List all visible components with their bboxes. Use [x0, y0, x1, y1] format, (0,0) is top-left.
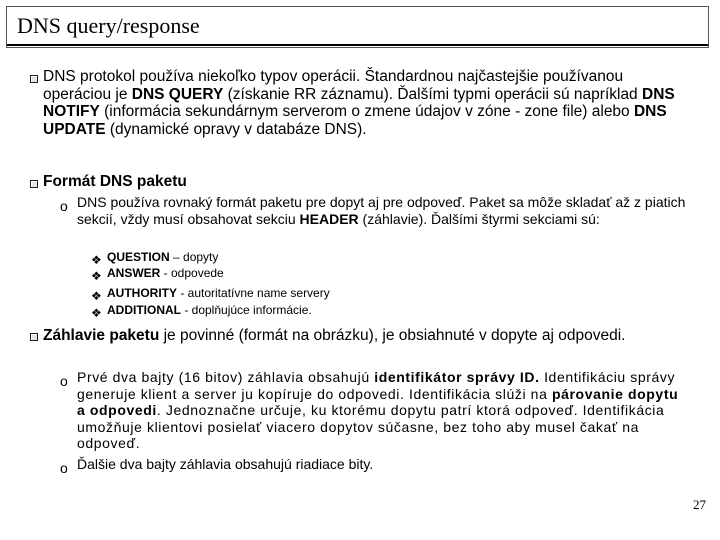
text-run-bold: Formát DNS paketu — [43, 173, 187, 190]
bullet-1-text — [43, 68, 688, 138]
text-run: DNS používa rovnaký formát paketu pre dopyt aj pre odpoveď. Paket sa môže skladať až z piatich sekcií, vždy musí obsahovat sekciu — [77, 194, 686, 227]
bullet-2-text — [43, 173, 688, 191]
square-bullet-icon — [30, 75, 38, 83]
text-run: - autoritatívne name servery — [177, 286, 330, 300]
title-underline — [7, 44, 708, 46]
text-run-bold: DNS NOTIFY — [43, 85, 675, 120]
section-item-question — [107, 250, 667, 266]
text-run: – dopyty — [169, 250, 219, 264]
diamond-bullet-icon: ❖ — [91, 306, 102, 320]
bullet-3-text — [43, 327, 683, 345]
text-run: - doplňujúce informácie. — [181, 303, 312, 317]
text-run: . Jednoznačne určuje, ku ktorému dopytu patrí ktorá odpoveď. Identifikácia umožňuje klientovi posielať viacero dopytov súčasne, bez toho aby musel čakať na odpoveď. — [77, 402, 665, 451]
text-run-bold: párovanie dopytu a odpovedi — [77, 385, 679, 418]
bullet-3-sub-2-text — [77, 456, 689, 473]
bullet-2-sub-1-text — [77, 194, 692, 227]
text-run: Ďalšie dva bajty záhlavia obsahujú riadiace bity. — [77, 456, 374, 472]
text-run-bold: Záhlavie paketu — [43, 327, 160, 344]
circle-bullet-icon: o — [60, 373, 68, 389]
section-item-authority — [107, 286, 667, 302]
text-run-bold: QUESTION — [107, 250, 170, 264]
diamond-bullet-icon: ❖ — [91, 253, 102, 267]
text-run-bold: ADDITIONAL — [107, 303, 181, 317]
text-run: DNS protokol používa niekoľko typov operácii. Štandardnou najčastejšie používanou operáciou je — [43, 68, 624, 103]
slide-title-box — [6, 6, 709, 48]
text-run: (informácia sekundárnym serverom o zmene údajov v zóne - zone file) alebo — [99, 103, 634, 120]
section-item-answer — [107, 266, 667, 282]
circle-bullet-icon: o — [60, 460, 68, 476]
page-number: 27 — [693, 497, 706, 512]
section-item-additional — [107, 303, 667, 319]
text-run-bold: HEADER — [299, 210, 359, 227]
text-run: je povinné (formát na obrázku), je obsiahnuté v dopyte aj odpovedi. — [159, 327, 626, 344]
diamond-bullet-icon: ❖ — [91, 289, 102, 303]
text-run: (získanie RR záznamu). Ďalšími typmi operácii sú napríklad — [223, 85, 642, 103]
text-run: (dynamické opravy v databáze DNS). — [105, 120, 367, 138]
bullet-3-sub-1-text — [77, 369, 689, 452]
square-bullet-icon — [30, 333, 38, 341]
square-bullet-icon — [30, 180, 38, 188]
text-run-bold: AUTHORITY — [107, 286, 177, 300]
text-run-bold: identifikátor správy ID. — [374, 369, 540, 385]
text-run: Prvé dva bajty (16 bitov) záhlavia obsahujú — [77, 369, 375, 385]
slide-title: DNS query/response — [17, 13, 200, 38]
diamond-bullet-icon: ❖ — [91, 269, 102, 283]
circle-bullet-icon: o — [60, 198, 68, 214]
text-run-bold: DNS UPDATE — [43, 103, 667, 138]
text-run: - odpovede — [160, 266, 224, 280]
text-run: (záhlavie). Ďalšími štyrmi sekciami sú: — [358, 210, 600, 227]
text-run-bold: DNS QUERY — [131, 85, 224, 103]
text-run: Identifikáciu správy generuje klient a server ju kopíruje do odpovedi. Identifikácia slúži na — [77, 369, 676, 402]
text-run-bold: ANSWER — [107, 266, 161, 280]
